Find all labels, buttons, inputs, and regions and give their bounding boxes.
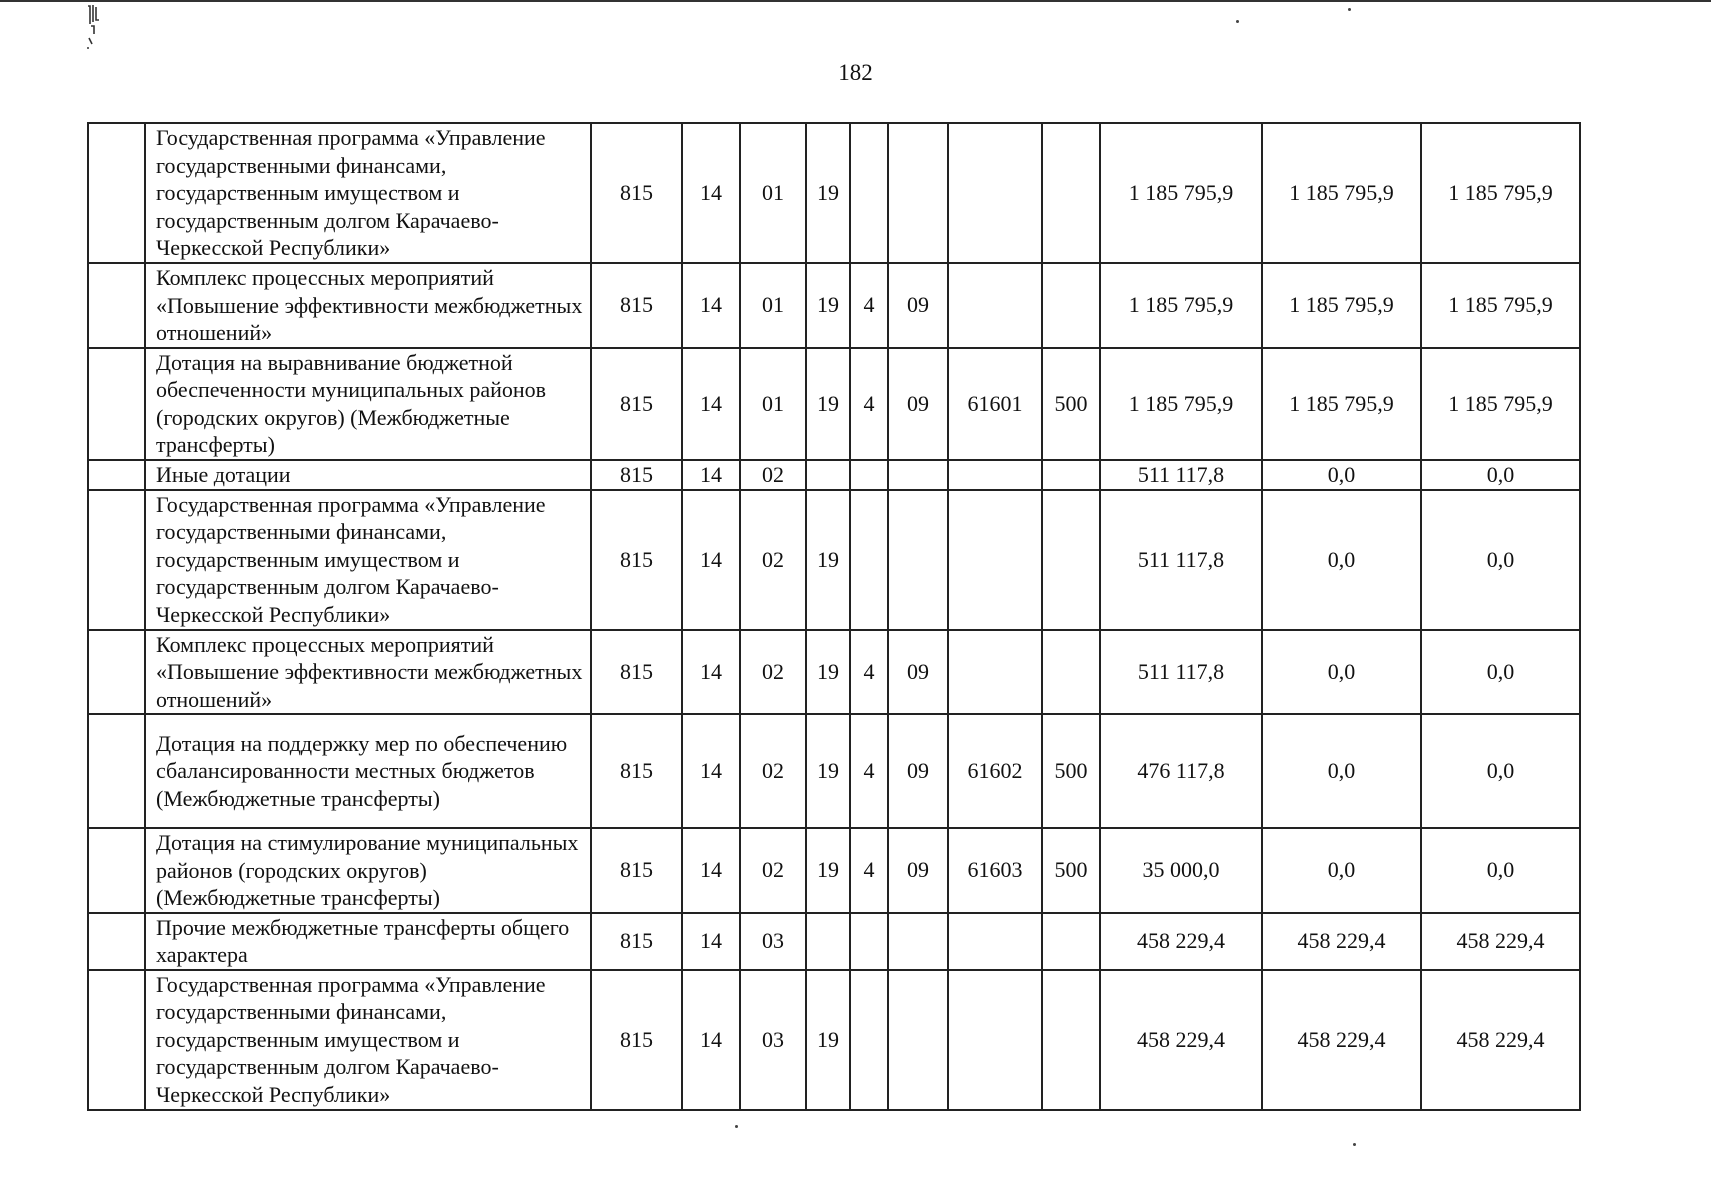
- cell-ministry: 815: [591, 490, 682, 630]
- cell-subsection: 02: [740, 460, 806, 490]
- cell-subsection: 01: [740, 348, 806, 460]
- table-row: [88, 714, 1580, 828]
- table-cell-blank: [88, 913, 145, 970]
- cell-amount-2: 0,0: [1262, 490, 1421, 630]
- cell-section: 14: [682, 263, 740, 348]
- cell-ministry: 815: [591, 123, 682, 263]
- cell-complex: [888, 460, 948, 490]
- cell-amount-3: 458 229,4: [1421, 970, 1580, 1110]
- cell-subsection: 02: [740, 828, 806, 913]
- cell-amount-1: 511 117,8: [1100, 490, 1262, 630]
- cell-amount-3: 0,0: [1421, 630, 1580, 715]
- cell-amount-2: 0,0: [1262, 714, 1421, 828]
- table-row: [88, 460, 1580, 490]
- cell-direction: [948, 630, 1042, 715]
- cell-expense-type: 500: [1042, 714, 1100, 828]
- table-cell-blank: [88, 348, 145, 460]
- table-cell-blank: [88, 263, 145, 348]
- cell-ministry: 815: [591, 263, 682, 348]
- cell-amount-1: 1 185 795,9: [1100, 263, 1262, 348]
- cell-direction: [948, 913, 1042, 970]
- table-row: [88, 263, 1580, 348]
- scan-speck: [1353, 1143, 1356, 1146]
- cell-complex: [888, 970, 948, 1110]
- cell-expense-type: [1042, 123, 1100, 263]
- table-row: [88, 913, 1580, 970]
- cell-direction: 61603: [948, 828, 1042, 913]
- cell-ministry: 815: [591, 460, 682, 490]
- cell-section: 14: [682, 714, 740, 828]
- page-number: 182: [838, 60, 873, 85]
- cell-amount-1: 458 229,4: [1100, 970, 1262, 1110]
- cell-type: 4: [850, 828, 888, 913]
- cell-program: 19: [806, 828, 850, 913]
- cell-amount-1: 476 117,8: [1100, 714, 1262, 828]
- cell-name: Государственная программа «Управление государственными финансами, государственным имуществом и государственным долгом Карачаево-Черкесской Республики»: [145, 970, 591, 1110]
- table-cell-blank: [88, 714, 145, 828]
- cell-direction: [948, 263, 1042, 348]
- cell-program: 19: [806, 348, 850, 460]
- cell-name: Дотация на поддержку мер по обеспечению сбалансированности местных бюджетов (Межбюджетные трансферты): [145, 714, 591, 828]
- cell-name: Иные дотации: [145, 460, 591, 490]
- budget-table: [87, 122, 1581, 1111]
- cell-type: [850, 123, 888, 263]
- table-cell-blank: [88, 630, 145, 715]
- cell-name: Государственная программа «Управление государственными финансами, государственным имуществом и государственным долгом Карачаево-Черкесской Республики»: [145, 490, 591, 630]
- scan-artifact-mark: [84, 4, 106, 52]
- cell-type: [850, 460, 888, 490]
- cell-subsection: 01: [740, 123, 806, 263]
- table-cell-blank: [88, 123, 145, 263]
- cell-amount-2: 0,0: [1262, 828, 1421, 913]
- cell-section: 14: [682, 123, 740, 263]
- scan-speck: [735, 1125, 738, 1128]
- scan-speck: [1236, 20, 1239, 23]
- cell-amount-1: 458 229,4: [1100, 913, 1262, 970]
- table-row: [88, 490, 1580, 630]
- cell-expense-type: [1042, 490, 1100, 630]
- cell-program: 19: [806, 263, 850, 348]
- cell-program: [806, 913, 850, 970]
- table-row: [88, 828, 1580, 913]
- cell-expense-type: [1042, 263, 1100, 348]
- cell-name: Дотация на стимулирование муниципальных районов (городских округов) (Межбюджетные трансферты): [145, 828, 591, 913]
- cell-amount-1: 35 000,0: [1100, 828, 1262, 913]
- cell-ministry: 815: [591, 970, 682, 1110]
- cell-amount-1: 1 185 795,9: [1100, 123, 1262, 263]
- cell-ministry: 815: [591, 348, 682, 460]
- cell-type: [850, 970, 888, 1110]
- cell-complex: [888, 490, 948, 630]
- cell-complex: 09: [888, 828, 948, 913]
- cell-section: 14: [682, 490, 740, 630]
- cell-ministry: 815: [591, 630, 682, 715]
- cell-expense-type: [1042, 913, 1100, 970]
- cell-section: 14: [682, 828, 740, 913]
- cell-section: 14: [682, 460, 740, 490]
- cell-subsection: 02: [740, 714, 806, 828]
- cell-section: 14: [682, 970, 740, 1110]
- cell-name: Государственная программа «Управление государственными финансами, государственным имуществом и государственным долгом Карачаево-Черкесской Республики»: [145, 123, 591, 263]
- cell-section: 14: [682, 913, 740, 970]
- cell-direction: [948, 490, 1042, 630]
- cell-complex: [888, 123, 948, 263]
- cell-amount-3: 1 185 795,9: [1421, 263, 1580, 348]
- cell-direction: 61601: [948, 348, 1042, 460]
- cell-expense-type: [1042, 970, 1100, 1110]
- cell-amount-1: 511 117,8: [1100, 460, 1262, 490]
- cell-program: 19: [806, 630, 850, 715]
- cell-type: [850, 913, 888, 970]
- cell-subsection: 03: [740, 913, 806, 970]
- cell-program: 19: [806, 970, 850, 1110]
- cell-name: Прочие межбюджетные трансферты общего характера: [145, 913, 591, 970]
- cell-section: 14: [682, 348, 740, 460]
- cell-expense-type: [1042, 460, 1100, 490]
- cell-ministry: 815: [591, 913, 682, 970]
- cell-expense-type: 500: [1042, 828, 1100, 913]
- cell-complex: 09: [888, 630, 948, 715]
- table-cell-blank: [88, 970, 145, 1110]
- cell-program: 19: [806, 123, 850, 263]
- cell-direction: [948, 460, 1042, 490]
- cell-amount-2: 1 185 795,9: [1262, 263, 1421, 348]
- cell-amount-3: 0,0: [1421, 714, 1580, 828]
- cell-expense-type: [1042, 630, 1100, 715]
- cell-subsection: 02: [740, 630, 806, 715]
- cell-amount-2: 458 229,4: [1262, 913, 1421, 970]
- cell-amount-3: 0,0: [1421, 828, 1580, 913]
- cell-expense-type: 500: [1042, 348, 1100, 460]
- cell-amount-2: 1 185 795,9: [1262, 123, 1421, 263]
- cell-type: 4: [850, 714, 888, 828]
- cell-type: 4: [850, 630, 888, 715]
- cell-direction: [948, 123, 1042, 263]
- cell-direction: [948, 970, 1042, 1110]
- table-cell-blank: [88, 828, 145, 913]
- cell-type: 4: [850, 263, 888, 348]
- cell-subsection: 03: [740, 970, 806, 1110]
- cell-direction: 61602: [948, 714, 1042, 828]
- table-row: [88, 970, 1580, 1110]
- table-row: [88, 630, 1580, 715]
- table-row: [88, 348, 1580, 460]
- cell-complex: 09: [888, 263, 948, 348]
- cell-amount-1: 1 185 795,9: [1100, 348, 1262, 460]
- cell-program: [806, 460, 850, 490]
- cell-ministry: 815: [591, 714, 682, 828]
- cell-amount-3: 0,0: [1421, 460, 1580, 490]
- cell-complex: 09: [888, 348, 948, 460]
- cell-section: 14: [682, 630, 740, 715]
- cell-name: Дотация на выравнивание бюджетной обеспеченности муниципальных районов (городских округов) (Межбюджетные трансферты): [145, 348, 591, 460]
- cell-program: 19: [806, 490, 850, 630]
- cell-complex: [888, 913, 948, 970]
- cell-type: [850, 490, 888, 630]
- cell-type: 4: [850, 348, 888, 460]
- table-cell-blank: [88, 490, 145, 630]
- cell-complex: 09: [888, 714, 948, 828]
- cell-subsection: 01: [740, 263, 806, 348]
- cell-name: Комплекс процессных мероприятий «Повышение эффективности межбюджетных отношений»: [145, 630, 591, 715]
- cell-amount-3: 1 185 795,9: [1421, 123, 1580, 263]
- cell-amount-2: 1 185 795,9: [1262, 348, 1421, 460]
- cell-amount-2: 458 229,4: [1262, 970, 1421, 1110]
- cell-amount-2: 0,0: [1262, 460, 1421, 490]
- cell-amount-2: 0,0: [1262, 630, 1421, 715]
- cell-amount-3: 0,0: [1421, 490, 1580, 630]
- table-cell-blank: [88, 460, 145, 490]
- table-row: [88, 123, 1580, 263]
- cell-program: 19: [806, 714, 850, 828]
- cell-amount-1: 511 117,8: [1100, 630, 1262, 715]
- cell-amount-3: 1 185 795,9: [1421, 348, 1580, 460]
- scan-speck: [1348, 8, 1351, 11]
- cell-subsection: 02: [740, 490, 806, 630]
- cell-ministry: 815: [591, 828, 682, 913]
- cell-name: Комплекс процессных мероприятий «Повышение эффективности межбюджетных отношений»: [145, 263, 591, 348]
- cell-amount-3: 458 229,4: [1421, 913, 1580, 970]
